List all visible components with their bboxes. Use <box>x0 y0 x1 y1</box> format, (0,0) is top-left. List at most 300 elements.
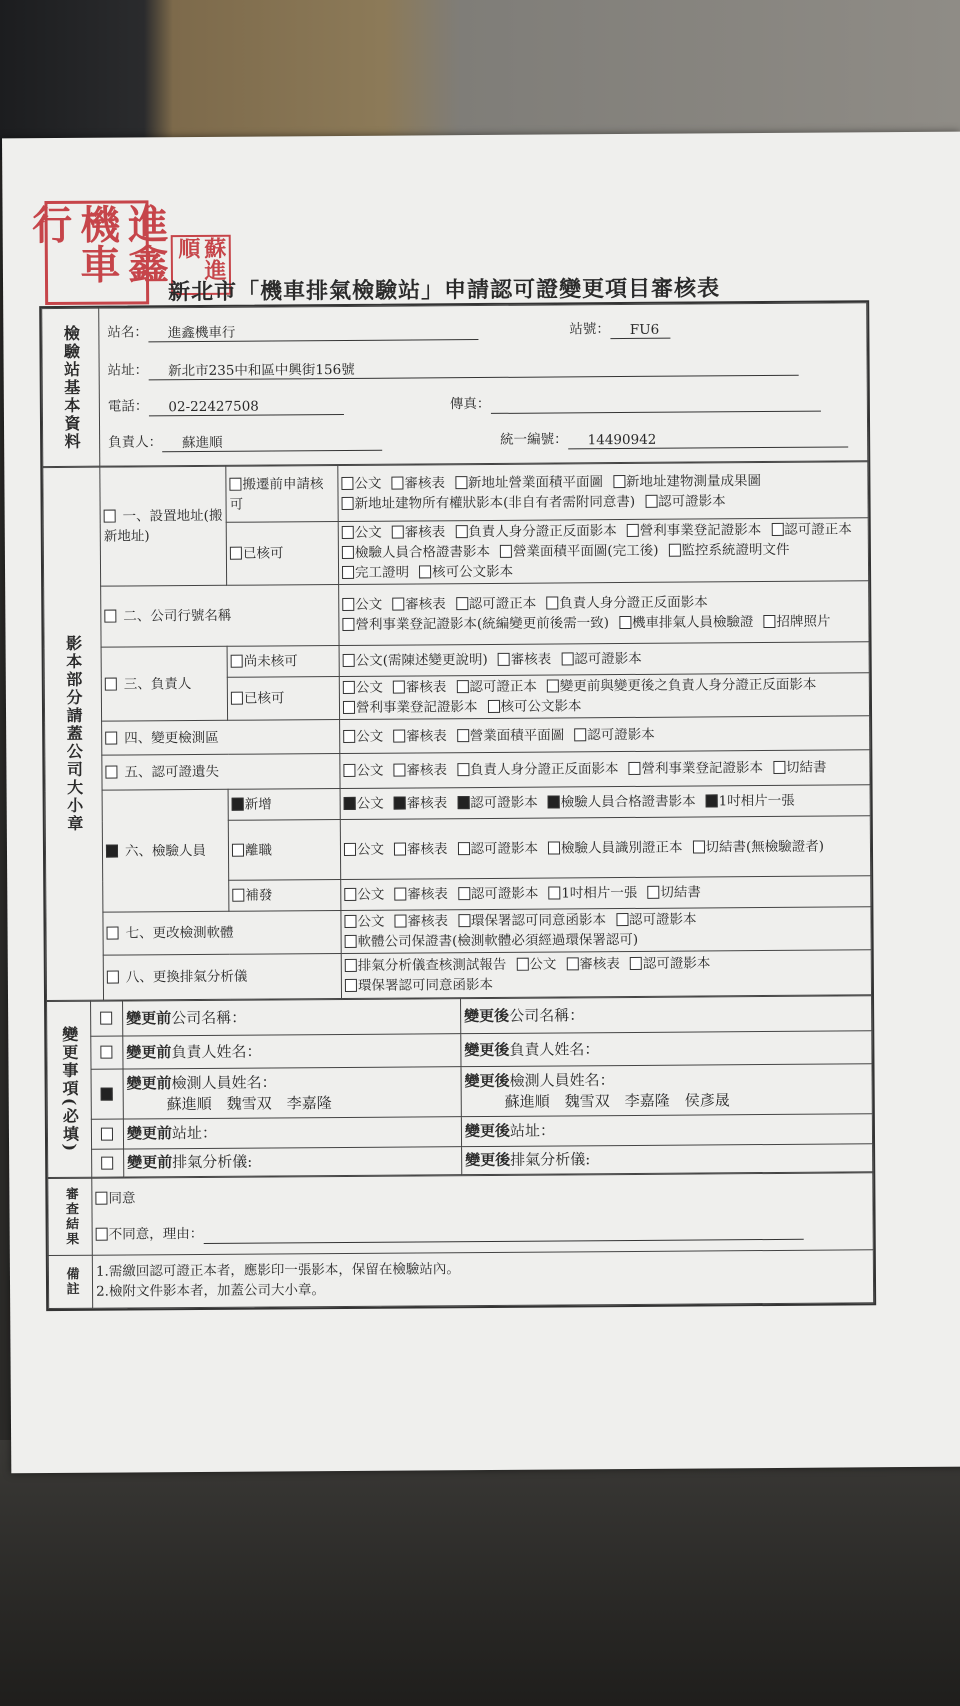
checklist-item-label: 認可證影本 <box>574 650 642 668</box>
checklist-item[interactable] <box>548 837 683 858</box>
checklist-item[interactable] <box>343 697 478 718</box>
checklist-item[interactable] <box>773 758 827 778</box>
checkbox[interactable] <box>342 496 354 509</box>
subsection-title: 補發 <box>245 887 273 904</box>
checkbox[interactable] <box>706 794 718 807</box>
required-documents <box>339 581 869 646</box>
checklist-item[interactable] <box>628 758 763 779</box>
subsection-title: 尚未核可 <box>243 653 298 670</box>
checkbox[interactable] <box>645 494 657 507</box>
checklist-item[interactable] <box>393 760 447 780</box>
checklist-item[interactable] <box>342 595 382 615</box>
checkbox[interactable] <box>455 525 467 538</box>
checkbox[interactable] <box>457 842 469 855</box>
checkbox[interactable] <box>456 680 468 693</box>
checklist-item[interactable] <box>345 975 493 996</box>
change-field-label: 負責人姓名： <box>171 1042 262 1061</box>
checkbox[interactable] <box>344 888 356 901</box>
section-title: 八、更換排氣分析儀 <box>125 968 248 986</box>
checklist-item[interactable] <box>343 726 383 746</box>
checkbox[interactable] <box>548 841 560 854</box>
checklist-item-label: 公文 <box>356 728 384 745</box>
checklist-item[interactable] <box>345 930 639 952</box>
checkbox[interactable] <box>616 913 628 926</box>
change-checkbox-cell[interactable] <box>91 1119 123 1149</box>
checkbox[interactable] <box>232 889 244 902</box>
form-table <box>39 300 876 1311</box>
checklist-item[interactable] <box>344 839 384 859</box>
required-documents <box>340 750 870 789</box>
agree-label: 同意 <box>108 1190 136 1207</box>
change-items-label: 變更事項(必填) <box>47 1001 92 1177</box>
subsection-label[interactable] <box>228 819 340 880</box>
note-line: 2.檢附文件影本者，加蓋公司大小章。 <box>96 1282 326 1300</box>
checklist-item-label: 公文 <box>354 475 382 492</box>
checklist-item-label: 認可證影本 <box>470 794 538 812</box>
phone-field[interactable]: 02-22427508 <box>148 397 343 416</box>
checklist-item-label: 審核表 <box>406 795 448 812</box>
change-field-label: 排氣分析儀: <box>510 1150 591 1169</box>
checklist-item[interactable] <box>394 839 448 859</box>
checklist-item[interactable] <box>547 675 817 697</box>
checklist-item[interactable] <box>498 650 552 670</box>
checkbox[interactable] <box>100 1012 112 1025</box>
phone-label: 電話： <box>107 398 149 415</box>
station-address-field[interactable]: 新北市235中和區中興街156號 <box>148 358 798 381</box>
checkbox[interactable] <box>104 510 116 523</box>
checkbox[interactable] <box>574 728 586 741</box>
checklist-item[interactable] <box>630 953 711 974</box>
checkbox[interactable] <box>105 766 117 779</box>
checkbox[interactable] <box>498 653 510 666</box>
station-code-field[interactable]: FU6 <box>610 321 670 339</box>
checklist-item[interactable] <box>457 725 565 746</box>
photo-background-bottom <box>0 1440 960 1706</box>
checkbox[interactable] <box>487 700 499 713</box>
fax-label: 傳真： <box>449 395 491 413</box>
change-before-prefix: 變更前 <box>126 1008 172 1027</box>
checkbox[interactable] <box>101 1156 113 1169</box>
checkbox[interactable] <box>561 652 573 665</box>
section-row <box>43 462 868 524</box>
change-checkbox-cell[interactable] <box>91 1036 123 1069</box>
basic-info-label: 檢驗站基本資料 <box>42 308 100 466</box>
change-after-cell[interactable] <box>461 1031 872 1067</box>
checklist-item-label: 負責人身分證正反面影本 <box>468 523 617 541</box>
checklist-item[interactable] <box>619 612 754 633</box>
subsection-title: 已核可 <box>242 545 284 562</box>
checkbox[interactable] <box>456 597 468 610</box>
checklist-item-label: 審核表 <box>407 913 449 930</box>
checklist-item[interactable] <box>393 726 447 746</box>
review-result-label: 審查結果 <box>48 1178 93 1255</box>
subsection-title: 新增 <box>244 796 272 813</box>
checklist-item-label: 審核表 <box>406 762 447 779</box>
change-before-cell[interactable] <box>123 999 461 1036</box>
checklist-item[interactable] <box>692 836 824 857</box>
required-documents <box>340 716 870 754</box>
change-after-cell[interactable] <box>462 1144 873 1175</box>
checklist-item[interactable] <box>394 911 448 931</box>
section-title: 五、認可證遺失 <box>124 763 219 781</box>
section-label[interactable] <box>102 789 229 912</box>
checklist-item-label: 公文 <box>355 596 383 613</box>
checkbox[interactable] <box>342 526 354 539</box>
change-after-cell[interactable] <box>461 1114 872 1147</box>
change-before-cell[interactable] <box>123 1067 461 1119</box>
checklist-item-label: 認可證影本 <box>628 911 697 928</box>
checkbox[interactable] <box>343 729 355 742</box>
checklist-item[interactable] <box>771 519 852 540</box>
checklist-item-label: 切結書 <box>785 759 827 776</box>
checkbox[interactable] <box>419 565 431 578</box>
section-row <box>45 750 870 791</box>
change-field-label: 公司名稱： <box>509 1005 585 1025</box>
section-label[interactable] <box>100 466 227 586</box>
required-documents <box>339 673 869 720</box>
change-after-prefix: 變更後 <box>465 1150 511 1170</box>
checkbox[interactable] <box>342 618 354 631</box>
checklist-item-label: 認可證影本 <box>470 840 539 857</box>
checkbox[interactable] <box>393 764 405 777</box>
checklist-item[interactable] <box>487 696 581 717</box>
checklist-item[interactable] <box>344 794 384 814</box>
checkbox[interactable] <box>630 957 642 970</box>
checkbox[interactable] <box>771 523 783 536</box>
section-label[interactable] <box>103 953 341 1000</box>
checklist-item-label: 1吋相片一張 <box>561 884 638 902</box>
checkbox[interactable] <box>107 971 119 984</box>
checklist-item-label: 檢驗人員識別證正本 <box>560 839 683 856</box>
checkbox[interactable] <box>628 762 640 775</box>
checkbox[interactable] <box>516 958 528 971</box>
checklist-item[interactable] <box>548 883 637 904</box>
change-before-cell[interactable] <box>124 1147 462 1177</box>
checklist-item[interactable] <box>419 562 513 583</box>
checklist-item[interactable] <box>763 612 830 632</box>
checkbox[interactable] <box>230 547 242 560</box>
checkbox[interactable] <box>391 476 403 489</box>
checkbox[interactable] <box>231 655 243 668</box>
checkbox[interactable] <box>344 797 356 810</box>
reason-field[interactable] <box>203 1224 803 1244</box>
change-before-prefix: 變更前 <box>126 1124 173 1143</box>
review-agree-option[interactable] <box>95 1183 869 1208</box>
change-before-value: 蘇進順 魏雪双 李嘉隆 <box>166 1094 332 1114</box>
checklist-item[interactable] <box>627 520 762 541</box>
checklist-item[interactable] <box>456 594 537 615</box>
checklist-item[interactable] <box>394 793 448 813</box>
checklist-item[interactable] <box>566 954 620 974</box>
checkbox[interactable] <box>668 544 680 557</box>
checklist-item-label: 審核表 <box>404 474 445 492</box>
checklist-item-label: 審核表 <box>406 840 448 858</box>
checkbox[interactable] <box>104 610 116 623</box>
checkbox[interactable] <box>343 701 355 714</box>
change-field-label: 檢測人員姓名： <box>509 1071 615 1090</box>
change-items-table <box>42 461 872 1001</box>
change-after-cell[interactable] <box>461 996 872 1034</box>
change-after-value: 蘇進順 魏雪双 李嘉隆 侯彥晟 <box>504 1091 730 1111</box>
checklist-item-label: 營利事業登記證影本 <box>641 760 763 777</box>
change-field-label: 排氣分析儀: <box>172 1152 253 1172</box>
checkbox[interactable] <box>345 979 357 992</box>
change-field-label: 站址： <box>171 1123 218 1143</box>
checklist-item[interactable] <box>394 884 448 904</box>
checklist-item[interactable] <box>645 491 726 512</box>
section-label[interactable] <box>101 646 228 721</box>
subsection-label[interactable] <box>227 646 339 678</box>
section-row <box>46 907 871 956</box>
checkbox[interactable] <box>692 840 704 853</box>
section-title: 二、公司行號名稱 <box>123 607 232 625</box>
checklist-item[interactable] <box>343 650 488 671</box>
checkbox[interactable] <box>343 681 355 694</box>
change-after-prefix: 變更後 <box>464 1006 510 1025</box>
station-address-label: 站址： <box>107 362 149 379</box>
subsection-title: 離職 <box>244 841 273 859</box>
change-before-cell[interactable] <box>123 1117 461 1149</box>
checklist-item[interactable] <box>342 523 382 543</box>
checkbox[interactable] <box>342 546 354 559</box>
change-field-label: 檢測人員姓名： <box>171 1073 277 1093</box>
checklist-item[interactable] <box>342 542 490 563</box>
change-after-cell[interactable] <box>461 1064 872 1117</box>
section-row <box>45 716 870 756</box>
checklist-item-label: 公文 <box>529 956 557 973</box>
checkbox[interactable] <box>763 615 775 628</box>
checklist-item-label: 營利事業登記證影本 <box>355 699 478 716</box>
checklist-item[interactable] <box>342 613 609 635</box>
checklist-item[interactable] <box>455 472 603 493</box>
checklist-item-label: 認可證影本 <box>587 726 655 743</box>
subsection-label[interactable] <box>228 788 340 820</box>
checkbox[interactable] <box>101 1087 113 1100</box>
subsection-label[interactable] <box>226 522 338 586</box>
checkbox[interactable] <box>229 477 241 490</box>
checklist-item-label: 公文 <box>357 913 385 930</box>
checklist-item[interactable] <box>343 761 383 781</box>
checkbox[interactable] <box>457 796 469 809</box>
checklist-item-label: 公文(需陳述變更說明) <box>355 651 488 669</box>
checkbox[interactable] <box>345 935 357 948</box>
checklist-item[interactable] <box>343 678 383 698</box>
checkbox[interactable] <box>500 545 512 558</box>
checkbox[interactable] <box>344 842 356 855</box>
section-label[interactable] <box>102 720 340 756</box>
owner-label: 負責人： <box>108 434 163 451</box>
checkbox[interactable] <box>394 842 406 855</box>
checklist-item[interactable] <box>455 521 617 542</box>
checkbox[interactable] <box>106 844 118 857</box>
change-checkbox-cell[interactable] <box>91 1001 123 1036</box>
checklist-item-label: 環保署認可同意函影本 <box>357 976 493 994</box>
checkbox[interactable] <box>341 476 353 489</box>
required-documents <box>339 642 869 677</box>
section-label[interactable] <box>101 585 339 648</box>
checklist-item-label: 軟體公司保證書(檢測軟體必須經過環保署認可) <box>357 931 639 950</box>
checkbox[interactable] <box>393 681 405 694</box>
checkbox[interactable] <box>394 888 406 901</box>
checkbox[interactable] <box>231 692 243 705</box>
required-documents <box>340 816 870 880</box>
checkbox[interactable] <box>105 677 117 690</box>
checklist-item[interactable] <box>458 910 606 931</box>
checklist-item[interactable] <box>344 885 384 905</box>
checkbox[interactable] <box>547 679 559 692</box>
checklist-item-label: 監控系統證明文件 <box>681 541 790 559</box>
checklist-item-label: 公文 <box>356 841 385 858</box>
section-row <box>44 581 869 648</box>
checkbox[interactable] <box>100 1046 112 1059</box>
checklist-item[interactable] <box>458 884 539 905</box>
checklist-item-label: 認可證影本 <box>470 885 539 903</box>
checkbox[interactable] <box>458 887 470 900</box>
section-row <box>46 950 871 1001</box>
tax-id-label: 統一編號： <box>500 431 568 448</box>
checkbox[interactable] <box>96 1228 108 1241</box>
checklist-item[interactable] <box>457 759 619 780</box>
station-name-field[interactable]: 進鑫機車行 <box>148 322 478 342</box>
checklist-item[interactable] <box>500 541 659 562</box>
checkbox[interactable] <box>392 526 404 539</box>
checklist-item[interactable] <box>647 882 701 902</box>
checklist-item[interactable] <box>391 473 445 493</box>
checkbox[interactable] <box>344 915 356 928</box>
checklist-item-label: 核可公文影本 <box>500 698 582 715</box>
checklist-item[interactable] <box>546 592 708 613</box>
checklist-item-label: 機車排氣人員檢驗證 <box>631 614 754 631</box>
checklist-item[interactable] <box>548 792 696 813</box>
checklist-item[interactable] <box>516 954 556 974</box>
checkbox[interactable] <box>95 1192 107 1205</box>
checkbox[interactable] <box>393 729 405 742</box>
checklist-item-label: 公文 <box>356 762 384 779</box>
checklist-item-label: 審核表 <box>407 886 448 903</box>
section-label[interactable] <box>103 910 341 955</box>
tax-id-field[interactable]: 14490942 <box>568 429 848 449</box>
checkbox[interactable] <box>566 957 578 970</box>
review-disagree-option[interactable] <box>96 1219 870 1244</box>
section-label[interactable] <box>102 754 340 791</box>
checklist-item-label: 審核表 <box>406 727 447 745</box>
checklist-item[interactable] <box>345 955 507 976</box>
checklist-item[interactable] <box>613 471 761 492</box>
checklist-item-label: 切結書(無檢驗證者) <box>705 838 825 855</box>
change-before-cell[interactable] <box>123 1034 461 1069</box>
checkbox[interactable] <box>101 1127 113 1140</box>
checkbox[interactable] <box>548 886 560 899</box>
basic-info-table <box>41 302 868 467</box>
checklist-item[interactable] <box>456 677 537 698</box>
checklist-item[interactable] <box>393 677 447 697</box>
checklist-item[interactable] <box>341 473 381 493</box>
checkbox[interactable] <box>232 843 244 856</box>
subsection-title: 搬遷前申請核可 <box>229 475 324 513</box>
checkbox[interactable] <box>647 886 659 899</box>
checklist-item-label: 營利事業登記證影本 <box>639 522 762 539</box>
personal-seal-stamp: 蘇進順 <box>171 235 231 295</box>
checklist-item[interactable] <box>344 912 384 932</box>
checklist-item[interactable] <box>392 522 446 542</box>
checklist-item[interactable] <box>616 910 697 931</box>
change-before-prefix: 變更前 <box>126 1074 172 1093</box>
checkbox[interactable] <box>392 598 404 611</box>
checklist-item-label: 新地址建物測量成果圖 <box>625 472 761 490</box>
change-field-label: 負責人姓名： <box>509 1039 600 1059</box>
change-checkbox-cell[interactable] <box>92 1149 124 1177</box>
change-after-prefix: 變更後 <box>464 1040 510 1059</box>
required-documents <box>341 950 871 999</box>
checklist-item[interactable] <box>574 724 655 745</box>
checkbox[interactable] <box>394 797 406 810</box>
checklist-item-label: 審核表 <box>404 524 446 541</box>
checklist-item-label: 完工證明 <box>354 564 410 581</box>
change-details-table <box>46 995 873 1178</box>
checkbox[interactable] <box>627 524 639 537</box>
checkbox[interactable] <box>232 798 244 811</box>
checkbox[interactable] <box>548 795 560 808</box>
checklist-item-label: 審核表 <box>510 651 552 668</box>
checkbox[interactable] <box>105 731 117 744</box>
owner-field[interactable]: 蘇進順 <box>162 433 382 453</box>
checklist-item-label: 切結書 <box>660 884 701 901</box>
checkbox[interactable] <box>773 761 785 774</box>
checklist-item-label: 環保署認可同意函影本 <box>470 912 607 930</box>
checklist-item-label: 認可證影本 <box>642 955 711 972</box>
disagree-label: 不同意，理由： <box>108 1225 204 1243</box>
checkbox[interactable] <box>546 596 558 609</box>
subsection-label[interactable] <box>227 677 339 721</box>
change-field-label: 站址： <box>509 1121 556 1140</box>
checkbox[interactable] <box>342 598 354 611</box>
checklist-item[interactable] <box>561 649 642 670</box>
checkbox[interactable] <box>394 915 406 928</box>
checklist-item-label: 營利事業登記證影本(統編變更前後需一致) <box>355 615 610 633</box>
checkbox[interactable] <box>619 616 631 629</box>
checklist-item[interactable] <box>457 793 538 814</box>
checklist-item[interactable] <box>668 540 789 561</box>
checklist-item-label: 負責人身分證正反面影本 <box>469 761 619 779</box>
subsection-label[interactable] <box>226 466 338 523</box>
checklist-item-label: 認可證影本 <box>658 492 726 510</box>
fax-field[interactable] <box>490 394 820 414</box>
change-checkbox-cell[interactable] <box>91 1069 123 1119</box>
checkbox[interactable] <box>345 959 357 972</box>
checkbox[interactable] <box>458 914 470 927</box>
checklist-item-label: 認可證正本 <box>468 595 537 613</box>
station-name-label: 站名： <box>107 324 148 341</box>
checklist-item[interactable] <box>457 838 538 859</box>
checkbox[interactable] <box>343 764 355 777</box>
checkbox[interactable] <box>342 566 354 579</box>
section-title: 七、更改檢測軟體 <box>125 924 234 942</box>
checklist-item[interactable] <box>342 563 409 583</box>
checklist-item-label: 營業面積平面圖 <box>469 726 565 744</box>
checkbox[interactable] <box>457 729 469 742</box>
checkbox[interactable] <box>613 475 625 488</box>
checklist-item-label: 審核表 <box>579 956 620 973</box>
subsection-label[interactable] <box>229 879 341 911</box>
checklist-item[interactable] <box>392 594 446 614</box>
checkbox[interactable] <box>343 654 355 667</box>
station-code-label: 站號： <box>569 321 610 338</box>
checklist-item[interactable] <box>341 491 635 513</box>
checkbox[interactable] <box>107 927 119 940</box>
checklist-item[interactable] <box>706 791 795 812</box>
checkbox[interactable] <box>455 476 467 489</box>
checkbox[interactable] <box>457 763 469 776</box>
